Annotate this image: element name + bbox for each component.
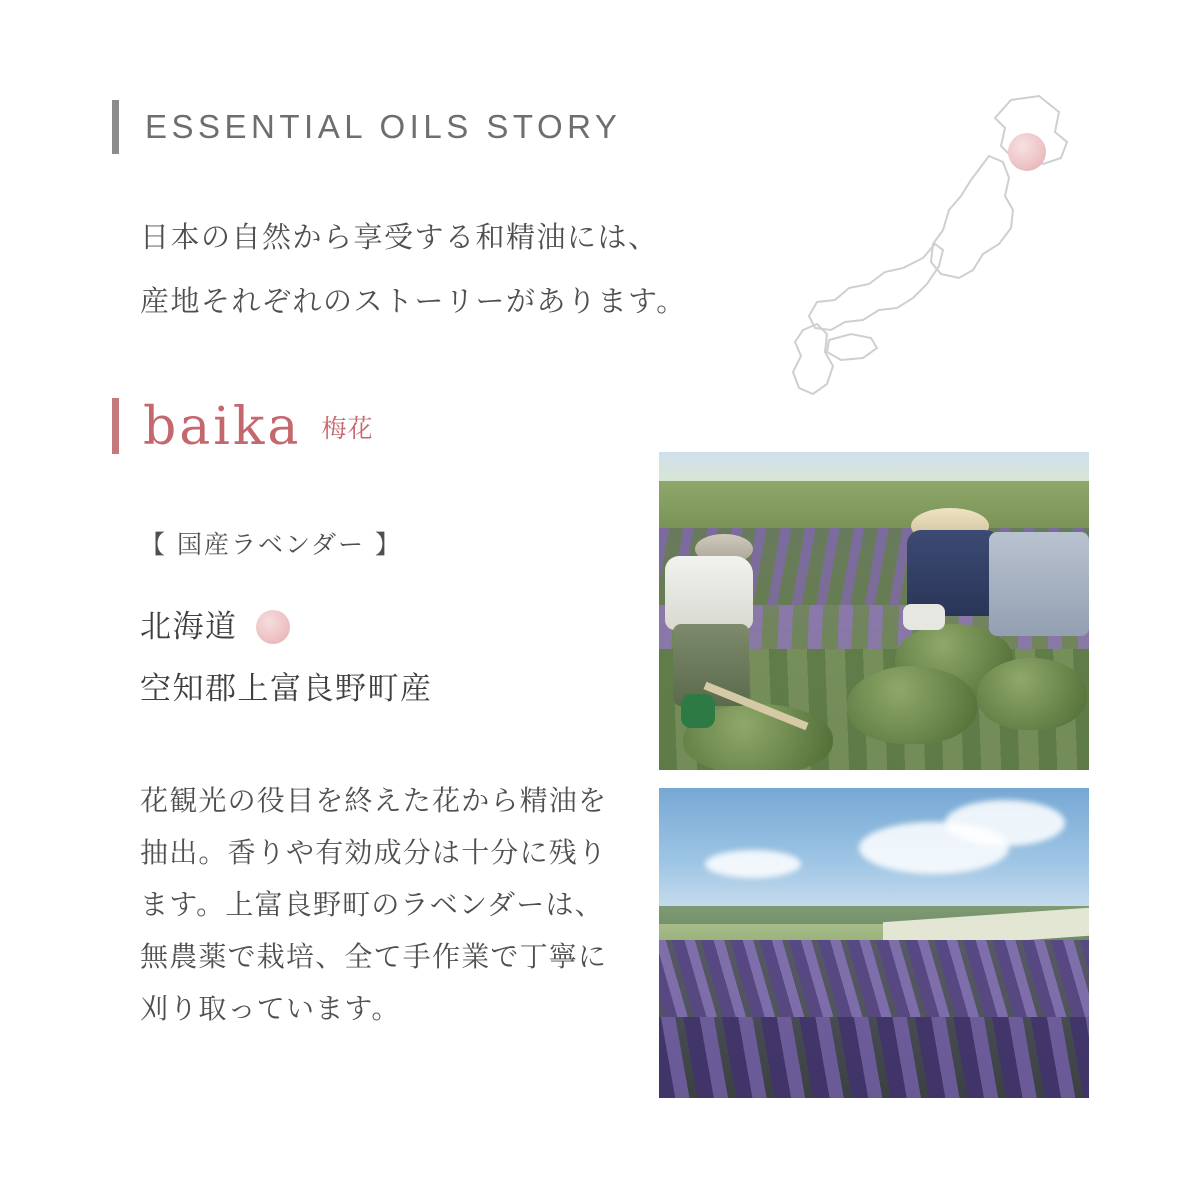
japan-outline-map: [775, 90, 1095, 420]
photo-lavender-harvest: [659, 452, 1089, 770]
lead-line-1: 日本の自然から享受する和精油には、: [140, 220, 659, 254]
brand-name: baika: [143, 397, 302, 457]
product-description: 花観光の役目を終えた花から精油を抽出。香りや有効成分は十分に残ります。上富良野町のラベンダーは、無農薬で栽培、全て手作業で丁寧に刈り取っています。: [140, 784, 608, 1025]
product-kind-label: 【 国産ラベンダー 】: [140, 530, 402, 559]
lead-line-2: 産地それぞれのストーリーがあります。: [140, 284, 687, 318]
heading-accent-bar: [112, 100, 119, 154]
shikoku-shape: [827, 334, 877, 360]
origin-block: [140, 596, 433, 720]
map-marker-hokkaido-icon: [1008, 133, 1046, 171]
kyushu-shape: [793, 324, 833, 394]
photo2-lavender-foreground: [659, 1017, 1089, 1098]
photo1-worker-left-boot: [681, 694, 715, 728]
origin-marker-dot-icon: [256, 610, 290, 644]
lead-paragraph: [140, 205, 687, 333]
honshu-west-shape: [809, 244, 943, 330]
origin-prefecture-line: [140, 596, 433, 658]
origin-town: 空知郡上富良野町産: [140, 671, 433, 707]
photo1-worker-right-pants: [989, 532, 1089, 636]
brand-block: [112, 397, 374, 457]
photo1-bush-c: [977, 658, 1087, 730]
photo2-cloud-b: [945, 800, 1065, 846]
photo1-worker-right-glove: [903, 604, 945, 630]
honshu-north-shape: [931, 156, 1013, 278]
photo-lavender-field: [659, 788, 1089, 1098]
brand-name-japanese: 梅花: [321, 414, 374, 443]
photo2-cloud-c: [705, 850, 801, 878]
page-title: ESSENTIAL OILS STORY: [145, 108, 622, 145]
brand-accent-bar: [112, 398, 119, 454]
section-heading: [112, 100, 621, 154]
origin-prefecture: 北海道: [140, 609, 238, 645]
photo1-bush-b: [847, 666, 977, 744]
photo1-worker-left-shirt: [665, 556, 753, 630]
